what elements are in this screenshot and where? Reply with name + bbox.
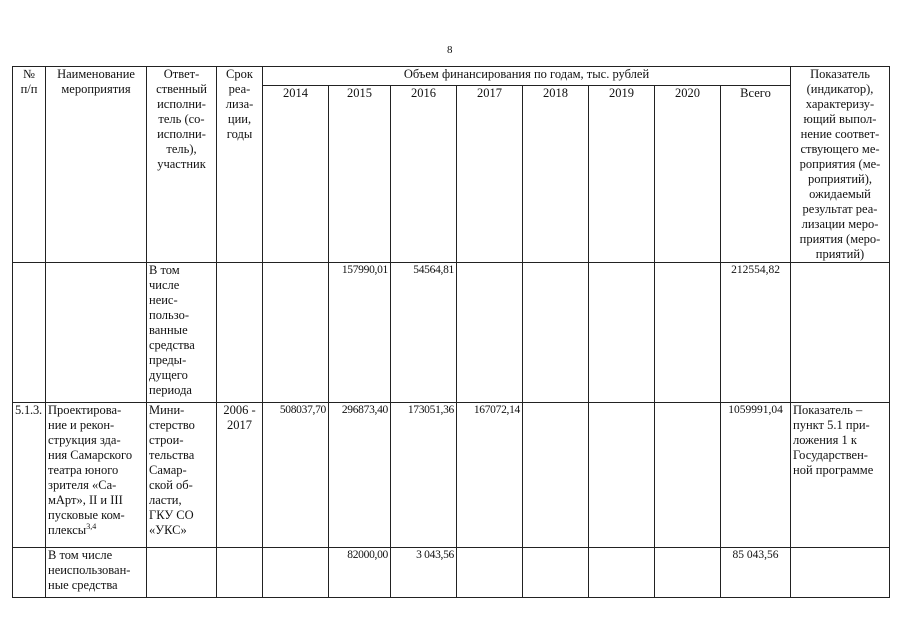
value-2017	[457, 548, 523, 598]
value-2020	[655, 548, 721, 598]
value-2017: 167072,14	[457, 403, 523, 548]
row-num	[13, 548, 46, 598]
row-term	[217, 263, 263, 403]
row-num	[13, 263, 46, 403]
header-year-2019: 2019	[589, 85, 655, 262]
value-2016: 54564,81	[391, 263, 457, 403]
value-2014: 508037,70	[263, 403, 329, 548]
row-name: Проектирова- ние и рекон- струкция зда- ния Самарского театра юного зрителя «Са- мАрт», II и III пусковые ком- плексы	[48, 403, 133, 537]
table-row	[13, 548, 890, 598]
row-indicator	[791, 263, 890, 403]
value-2019	[589, 263, 655, 403]
value-2019	[589, 548, 655, 598]
page-number: 8	[447, 44, 453, 56]
header-indicator: Показатель (индикатор), характеризу- ющий выпол- нение соответ- ствующего ме- роприятия (ме- роприятий), ожидаемый результат реа- лизации меро- приятия (меро- приятий)	[791, 67, 890, 263]
row-executor: В том числе неис- пользо- ванные средства преды- дущего периода	[147, 263, 217, 403]
row-num: 5.1.3.	[13, 403, 46, 548]
value-2020	[655, 263, 721, 403]
value-total: 212554,82	[721, 263, 791, 403]
row-term: 2006 - 2017	[217, 403, 263, 548]
header-num: № п/п	[13, 67, 46, 263]
header-year-2014: 2014	[263, 85, 329, 262]
financing-table	[12, 66, 890, 598]
row-indicator: Показатель – пункт 5.1 при- ложения 1 к Государствен- ной программе	[791, 403, 890, 548]
value-2017	[457, 263, 523, 403]
value-2018	[523, 548, 589, 598]
value-2014	[263, 263, 329, 403]
header-year-2015: 2015	[329, 85, 391, 262]
value-2018	[523, 263, 589, 403]
value-2015: 157990,01	[329, 263, 391, 403]
header-year-2016: 2016	[391, 85, 457, 262]
value-2019	[589, 403, 655, 548]
table-row	[13, 263, 890, 403]
header-financing: Объем финансирования по годам, тыс. рублей	[263, 67, 791, 86]
value-total: 1059991,04	[721, 403, 791, 548]
value-2015: 82000,00	[329, 548, 391, 598]
value-2014	[263, 548, 329, 598]
value-2016: 3 043,56	[391, 548, 457, 598]
row-name: В том числе неиспользован- ные средства	[46, 548, 147, 598]
value-2016: 173051,36	[391, 403, 457, 548]
value-total: 85 043,56	[721, 548, 791, 598]
row-executor: Мини- стерство строи- тельства Самар- ской об- ласти, ГКУ СО «УКС»	[147, 403, 217, 548]
row-name	[46, 263, 147, 403]
row-executor	[147, 548, 217, 598]
table-row	[13, 403, 890, 548]
row-term	[217, 548, 263, 598]
header-year-2017: 2017	[457, 85, 523, 262]
header-executor: Ответ- ственный исполни- тель (со- исполни- тель), участник	[147, 67, 217, 263]
header-term: Срок реа- лиза- ции, годы	[217, 67, 263, 263]
header-year-2018: 2018	[523, 85, 589, 262]
value-2015: 296873,40	[329, 403, 391, 548]
header-year-2020: 2020	[655, 85, 721, 262]
row-name-cell	[46, 403, 147, 548]
header-name: Наименование мероприятия	[46, 67, 147, 263]
row-indicator	[791, 548, 890, 598]
header-total: Всего	[721, 85, 791, 262]
value-2020	[655, 403, 721, 548]
footnote-ref: 3,4	[86, 521, 97, 531]
value-2018	[523, 403, 589, 548]
